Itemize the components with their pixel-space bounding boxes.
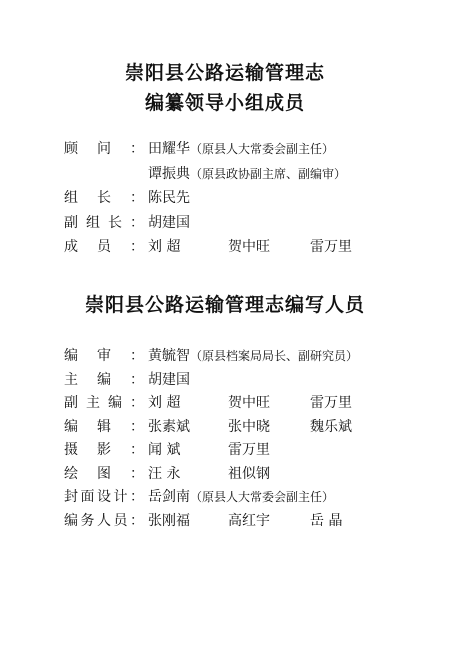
role-label: 绘 图 ： (64, 465, 144, 482)
member-name: 张刚福 (148, 512, 190, 529)
member-name: 田耀华 (148, 141, 190, 157)
section1-title-line2: 编纂领导小组成员 (144, 92, 305, 114)
member-entry (148, 345, 358, 367)
member-name: 陈民先 (148, 190, 190, 206)
member-name: 高红宇 (228, 512, 270, 529)
role-label: 封 面 设 计 ： (64, 489, 144, 505)
section2-title: 崇阳县公路运输管理志编写人员 (84, 294, 365, 316)
member-title-note: （原县人大常委会副主任） (190, 490, 335, 504)
member-name: 刘 超 (148, 395, 181, 411)
member-title-note: （原县人大常委会副主任） (190, 142, 335, 156)
member-name: 贺中旺 (228, 239, 270, 255)
member-name: 胡建国 (148, 214, 190, 231)
member-name: 雷万里 (310, 395, 352, 411)
role-label: 副 组 长 ： (64, 214, 144, 231)
role-label: 摄 影 ： (64, 442, 144, 458)
role-label: 副 主 编 ： (64, 395, 144, 411)
member-name: 刘 超 (148, 239, 181, 255)
role-label: 主 编 ： (64, 371, 144, 388)
member-title-note: （原县档案局局长、副研究员） (190, 349, 359, 363)
member-entry (148, 187, 190, 209)
member-name: 谭振典 (148, 165, 190, 182)
role-label: 成 员 ： (64, 239, 144, 255)
role-label: 顾 问 ： (64, 141, 144, 157)
member-name: 闻 斌 (148, 442, 181, 458)
member-title-note: （原县政协副主席、副编审） (190, 166, 347, 181)
member-entry (148, 212, 190, 234)
role-label: 编 审 ： (64, 348, 144, 364)
member-name: 张素斌 (148, 418, 190, 435)
member-name: 黄毓智 (148, 348, 190, 364)
member-entry (148, 138, 334, 160)
section1-title-line1: 崇阳县公路运输管理志 (124, 62, 325, 84)
member-entry (148, 369, 190, 391)
member-name: 岳 晶 (310, 512, 343, 529)
member-name: 岳剑南 (148, 489, 190, 505)
member-name: 贺中旺 (228, 395, 270, 411)
member-name: 汪 永 (148, 465, 181, 482)
member-name: 魏乐斌 (310, 418, 352, 435)
member-name: 祖似钢 (228, 465, 270, 482)
member-entry (148, 486, 334, 508)
role-label: 编 辑 ： (64, 418, 144, 435)
member-name: 张中晓 (228, 418, 270, 435)
role-label: 编 务 人 员 ： (64, 512, 144, 529)
role-label: 组 长 ： (64, 190, 144, 206)
member-name: 雷万里 (310, 239, 352, 255)
member-entry (148, 163, 346, 185)
member-name: 胡建国 (148, 371, 190, 388)
member-name: 雷万里 (228, 442, 270, 458)
